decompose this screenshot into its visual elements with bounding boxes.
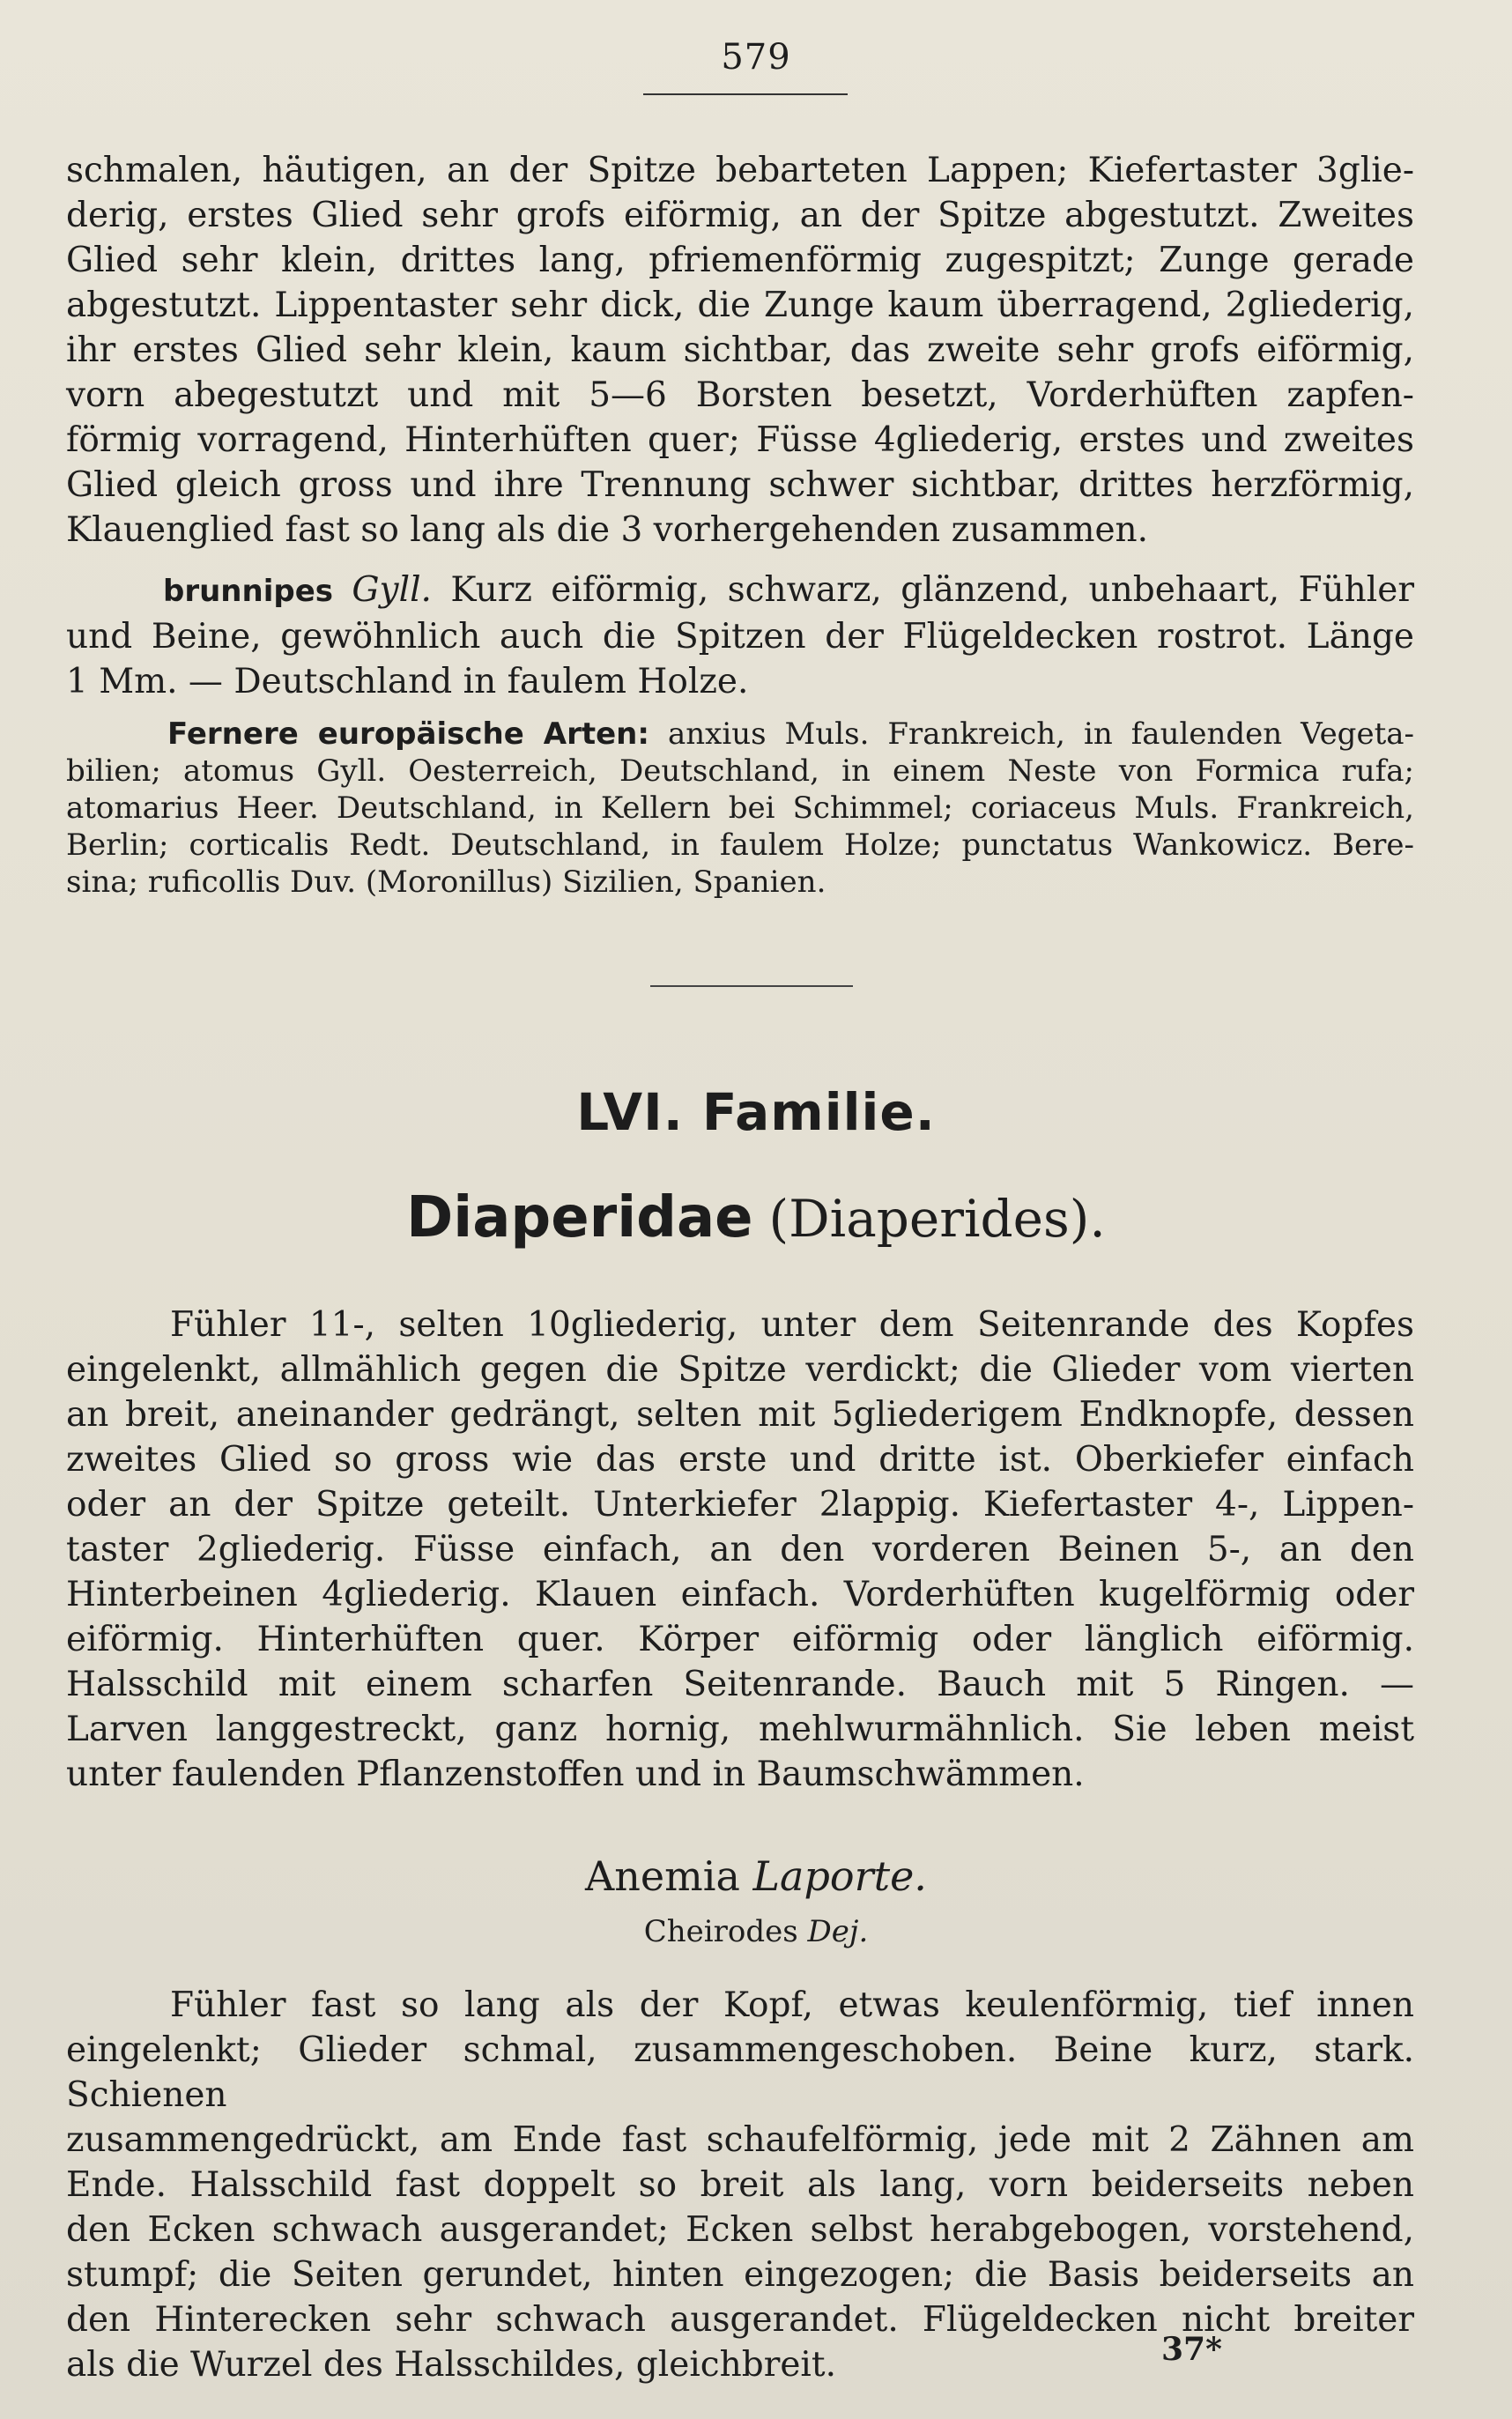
text-line: Berlin; corticalis Redt. Deutschland, in faulem Holze; punctatus Wankowicz. Bere-	[66, 827, 1414, 863]
text-line: derig, erstes Glied sehr grofs eiförmig, an der Spitze abgestutzt. Zweites	[66, 196, 1414, 235]
other-species-text: anxius Muls. Frankreich, in faulenden Vegeta-	[667, 716, 1414, 752]
text-line: 1 Mm. — Deutschland in faulem Holze.	[66, 662, 749, 701]
text-line: zusammengedrückt, am Ende fast schaufelförmig, jede mit 2 Zähnen am	[66, 2120, 1414, 2160]
genus-description	[66, 1983, 1414, 2387]
genus-heading	[0, 1852, 1512, 1900]
text-line: Halsschild mit einem scharfen Seitenrande. Bauch mit 5 Ringen. —	[66, 1665, 1414, 1704]
other-species-label: Fernere europäische Arten:	[167, 716, 649, 752]
text-line: als die Wurzel des Halsschildes, gleichbreit.	[66, 2345, 836, 2385]
text-line: Fühler 11-, selten 10gliederig, unter dem Seitenrande des Kopfes	[170, 1305, 1414, 1345]
text-line: sina; ruficollis Duv. (Moronillus) Sizilien, Spanien.	[66, 864, 826, 900]
other-species	[66, 716, 1414, 901]
species-text: Kurz eiförmig, schwarz, glänzend, unbehaart, Fühler	[450, 570, 1414, 610]
text-line: abgestutzt. Lippentaster sehr dick, die Zunge kaum überragend, 2gliederig,	[66, 286, 1414, 325]
synonym-name: Cheirodes	[643, 1914, 798, 1949]
family-number-heading: LVI. Familie.	[576, 1082, 936, 1142]
text-line: eingelenkt, allmählich gegen die Spitze verdickt; die Glieder vom vierten	[66, 1350, 1414, 1390]
page-number: 579	[721, 37, 791, 78]
family-description	[66, 1302, 1414, 1797]
text-line: den Hinterecken sehr schwach ausgerandet. Flügeldecken nicht breiter	[66, 2300, 1414, 2340]
text-line: und Beine, gewöhnlich auch die Spitzen der Flügeldecken rostrot. Länge	[66, 617, 1414, 657]
text-line: schmalen, häutigen, an der Spitze bebarteten Lappen; Kiefertaster 3glie-	[66, 151, 1414, 190]
species-line-1	[66, 568, 1414, 614]
text-line: zweites Glied so gross wie das erste und dritte ist. Oberkiefer einfach	[66, 1440, 1414, 1480]
text-line: atomarius Heer. Deutschland, in Kellern bei Schimmel; coriaceus Muls. Frankreich,	[66, 790, 1414, 826]
text-line: taster 2gliederig. Füsse einfach, an den vorderen Beinen 5-, an den	[66, 1530, 1414, 1569]
text-line: Larven langgestreckt, ganz hornig, mehlwurmähnlich. Sie leben meist	[66, 1710, 1414, 1749]
text-line: oder an der Spitze geteilt. Unterkiefer 2lappig. Kiefertaster 4-, Lippen-	[66, 1485, 1414, 1525]
other-species-line-1	[66, 716, 1414, 753]
family-alt-name: (Diaperides).	[768, 1189, 1106, 1249]
intro-paragraph	[66, 148, 1414, 553]
signature-mark: 37*	[1161, 2331, 1222, 2368]
header-rule	[643, 93, 848, 95]
species-author: Gyll.	[352, 570, 432, 610]
text-line: Klauenglied fast so lang als die 3 vorhergehenden zusammen.	[66, 510, 1149, 550]
text-line: eiförmig. Hinterhüften quer. Körper eiförmig oder länglich eiförmig.	[66, 1620, 1414, 1659]
species-entry	[66, 568, 1414, 704]
family-name-heading	[0, 1185, 1512, 1250]
text-line: Glied gleich gross und ihre Trennung schwer sichtbar, drittes herzförmig,	[66, 465, 1414, 505]
family-latin-name: Diaperidae	[406, 1185, 753, 1250]
text-line: Hinterbeinen 4gliederig. Klauen einfach. Vorderhüften kugelförmig oder	[66, 1575, 1414, 1614]
text-line: Fühler fast so lang als der Kopf, etwas keulenförmig, tief innen	[170, 1985, 1414, 2025]
text-line: förmig vorragend, Hinterhüften quer; Füsse 4gliederig, erstes und zweites	[66, 420, 1414, 460]
text-line: an breit, aneinander gedrängt, selten mit 5gliederigem Endknopfe, dessen	[66, 1395, 1414, 1435]
genus-name: Anemia	[585, 1852, 740, 1900]
text-line: Glied sehr klein, drittes lang, pfriemenförmig zugespitzt; Zunge gerade	[66, 241, 1414, 280]
text-line: Ende. Halsschild fast doppelt so breit als lang, vorn beiderseits neben	[66, 2165, 1414, 2205]
text-line: eingelenkt; Glieder schmal, zusammengeschoben. Beine kurz, stark. Schienen	[66, 2030, 1414, 2115]
species-name: brunnipes	[163, 574, 334, 609]
synonym-author: Dej.	[807, 1914, 869, 1949]
text-line: bilien; atomus Gyll. Oesterreich, Deutschland, in einem Neste von Formica rufa;	[66, 753, 1414, 789]
text-line: den Ecken schwach ausgerandet; Ecken selbst herabgebogen, vorstehend,	[66, 2210, 1414, 2250]
text-line: ihr erstes Glied sehr klein, kaum sichtbar, das zweite sehr grofs eiförmig,	[66, 330, 1414, 370]
text-line: vorn abegestutzt und mit 5—6 Borsten besetzt, Vorderhüften zapfen-	[66, 375, 1414, 415]
text-line: unter faulenden Pflanzenstoffen und in Baumschwämmen.	[66, 1755, 1085, 1794]
text-line: stumpf; die Seiten gerundet, hinten eingezogen; die Basis beiderseits an	[66, 2255, 1414, 2295]
genus-author: Laporte.	[752, 1852, 927, 1900]
section-divider	[650, 985, 853, 987]
genus-synonym	[0, 1914, 1512, 1949]
